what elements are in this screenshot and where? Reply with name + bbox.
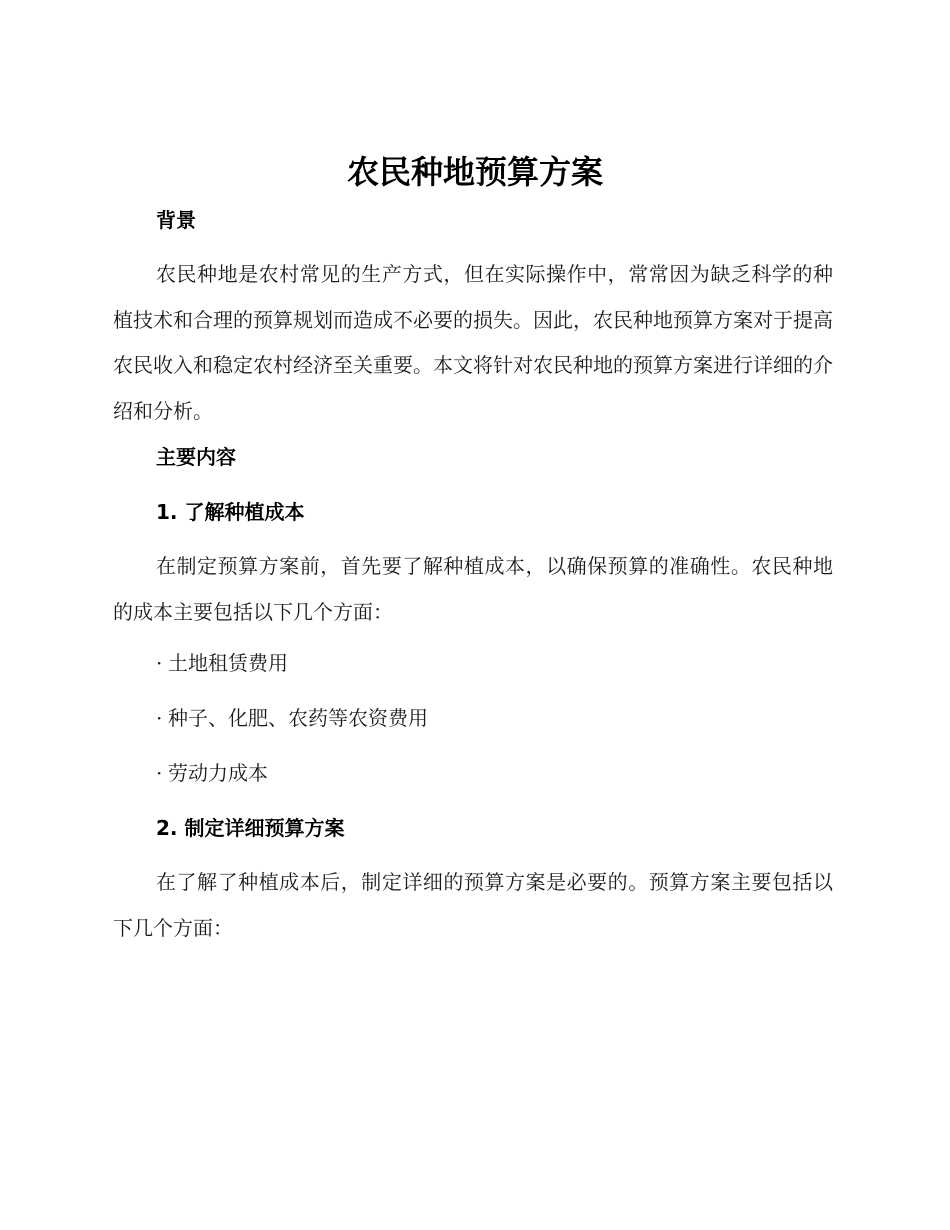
- subheading-detailed-budget: 2. 制定详细预算方案: [156, 816, 345, 840]
- subheading-understand-costs: 1. 了解种植成本: [156, 500, 305, 524]
- paragraph-understand-costs: 在制定预算方案前，首先要了解种植成本，以确保预算的准确性。农民种地的成本主要包括以下几个方面：: [113, 554, 833, 624]
- bullet-symbol: ·: [156, 651, 163, 675]
- list-item-text: 劳动力成本: [168, 761, 268, 785]
- list-item: [156, 759, 268, 787]
- bullet-symbol: ·: [156, 706, 163, 730]
- paragraph-detailed-budget: 在了解了种植成本后，制定详细的预算方案是必要的。预算方案主要包括以下几个方面：: [113, 870, 833, 940]
- paragraph-background: 农民种地是农村常见的生产方式，但在实际操作中，常常因为缺乏科学的种植技术和合理的预算规划而造成不必要的损失。因此，农民种地预算方案对于提高农民收入和稳定农村经济至关重要。本文将针对农民种地的预算方案进行详细的介绍和分析。: [113, 262, 833, 423]
- list-item: [156, 649, 288, 677]
- list-item: [156, 704, 428, 732]
- list-item-text: 种子、化肥、农药等农资费用: [168, 706, 428, 730]
- section-heading-main: 主要内容: [156, 445, 236, 469]
- page-title: 农民种地预算方案: [346, 153, 603, 191]
- section-heading-background: 背景: [156, 208, 196, 232]
- bullet-symbol: ·: [156, 761, 163, 785]
- list-item-text: 土地租赁费用: [168, 651, 288, 675]
